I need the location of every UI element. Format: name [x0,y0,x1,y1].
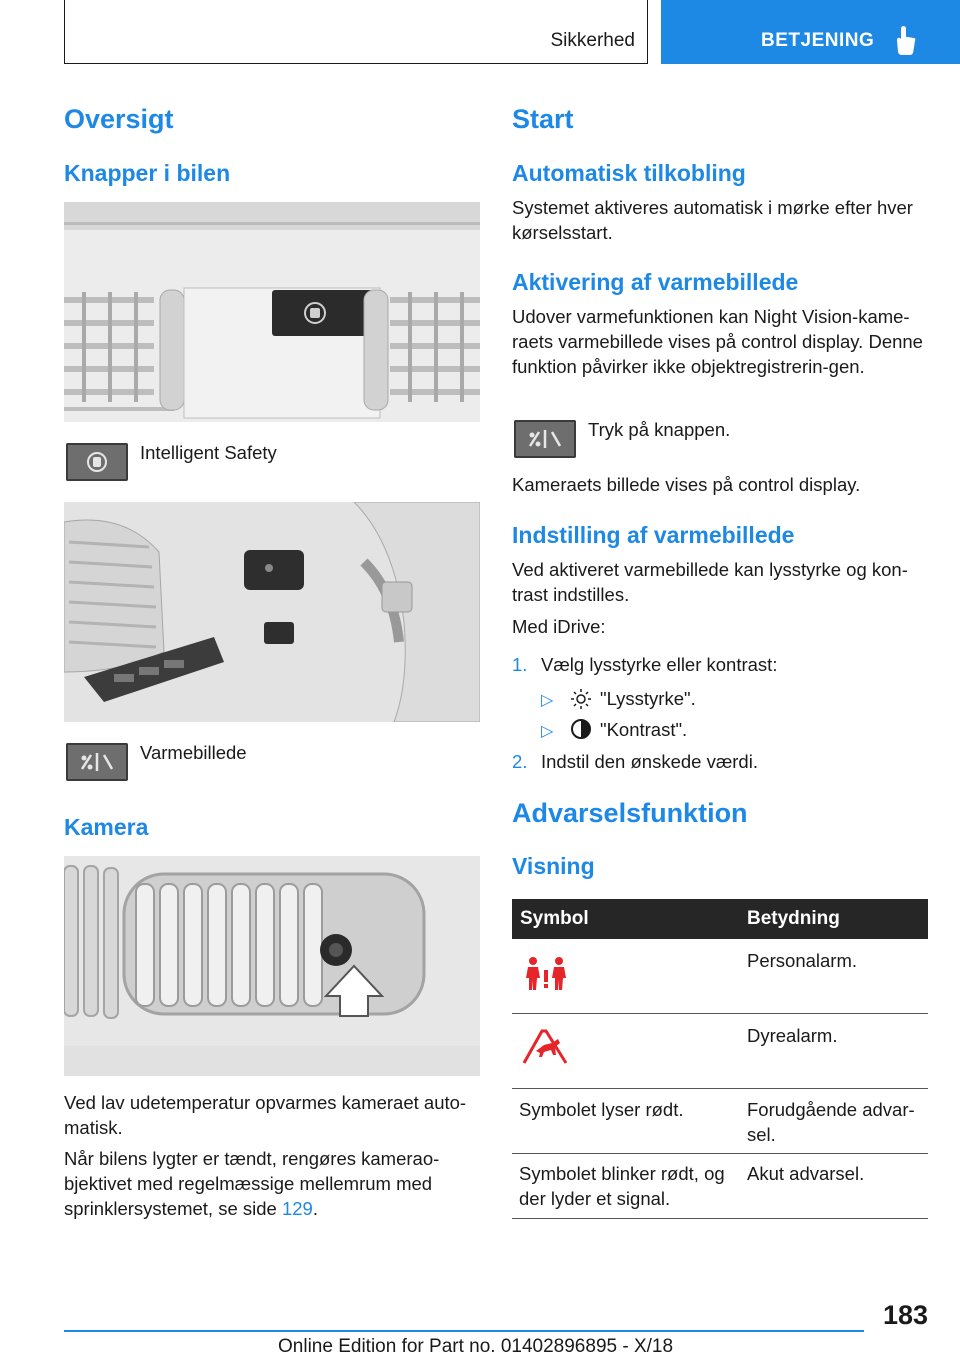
with-idrive-text: Med iDrive: [512,616,606,637]
substep-brightness-text: "Lysstyrke". [600,688,696,709]
heading-camera: Kamera [64,814,149,840]
camera-paragraph-1: Ved lav udetemperatur opvarmes kameraet auto-matisk. [64,1092,467,1138]
heading-start: Start [512,104,574,134]
header-section-box [64,0,648,64]
caption-intelligent-safety: Intelligent Safety [140,442,277,463]
table-row-4-meaning: Akut advarsel. [747,1163,865,1184]
heading-buttons: Knapper i bilen [64,160,231,186]
table-row-2-meaning: Dyrealarm. [747,1025,838,1046]
header-chapter-box[interactable] [661,0,960,64]
intelligent-safety-button-icon [66,443,128,481]
animal-warning-icon [522,1029,570,1065]
heading-display: Visning [512,853,595,879]
press-button-text: Tryk på knappen. [588,419,731,440]
heading-activate-thermal: Aktivering af varmebillede [512,269,799,295]
header-section-title: Sikkerhed [550,30,635,51]
table-row-divider [512,1153,928,1154]
heading-warning-function: Advarselsfunktion [512,798,748,828]
page-link-129[interactable]: 129 [281,1198,313,1219]
dashboard-buttons-image [64,202,480,422]
step-1-text: Vælg lysstyrke eller kontrast: [541,654,778,675]
settings-thermal-text: Ved aktiveret varmebillede kan lysstyrke og kon-trast indstilles. [512,559,908,605]
table-row-divider [512,1013,928,1014]
table-row-divider [512,1218,928,1219]
page-number: 183 [882,1300,928,1330]
table-row-1-meaning: Personalarm. [747,950,858,971]
table-row-3-meaning: Forudgående advar-sel. [747,1099,915,1145]
substep-contrast-text: "Kontrast". [600,719,688,740]
table-row-3-symbol: Symbolet lyser rødt. [519,1099,684,1120]
front-grille-camera-image [64,856,480,1076]
thermal-button-icon [514,420,576,458]
step-1-number: 1. [512,654,528,675]
bullet-triangle-icon: ▷ [541,723,554,740]
auto-activation-text: Systemet aktiveres automatisk i mørke efter hver kørselsstart. [512,197,913,243]
table-header [512,899,928,939]
step-2-number: 2. [512,751,528,772]
camera-paragraph-2 [64,1146,474,1221]
activate-thermal-text: Udover varmefunktionen kan Night Vision-kame-raets varmebillede vises på control display. Denne funktion påvirker ikke objektregistrerin-gen. [512,306,923,377]
heading-settings-thermal: Indstilling af varmebillede [512,522,795,548]
footer-divider [64,1330,864,1332]
contrast-icon [570,718,592,740]
caption-thermal-image: Varmebillede [140,742,247,763]
header-chapter-title: BETJENING [761,30,875,51]
pointing-hand-icon [894,26,916,56]
thermal-image-button-icon [66,743,128,781]
table-header-symbol: Symbol [520,908,589,929]
camera-paragraph-2-end: . [312,1198,318,1219]
step-2-text: Indstil den ønskede værdi. [541,751,758,772]
pedestrian-warning-icon [522,956,572,992]
sun-icon [570,688,592,710]
camera-image-text: Kameraets billede vises på control display. [512,474,861,495]
steering-column-image [64,502,480,722]
footer-edition-text: Online Edition for Part no. 01402896895 - X/18 [278,1336,674,1357]
camera-paragraph-2-text: Når bilens lygter er tændt, rengøres kamerao-bjektivet med regelmæssige mellemrum med sprinklersystemet, se side [64,1148,440,1219]
table-row-divider [512,1088,928,1089]
table-row-4-symbol: Symbolet blinker rødt, og der lyder et signal. [519,1163,725,1209]
bullet-triangle-icon: ▷ [541,692,554,709]
heading-overview: Oversigt [64,104,174,134]
heading-auto-activation: Automatisk tilkobling [512,160,746,186]
table-header-meaning: Betydning [747,908,840,929]
